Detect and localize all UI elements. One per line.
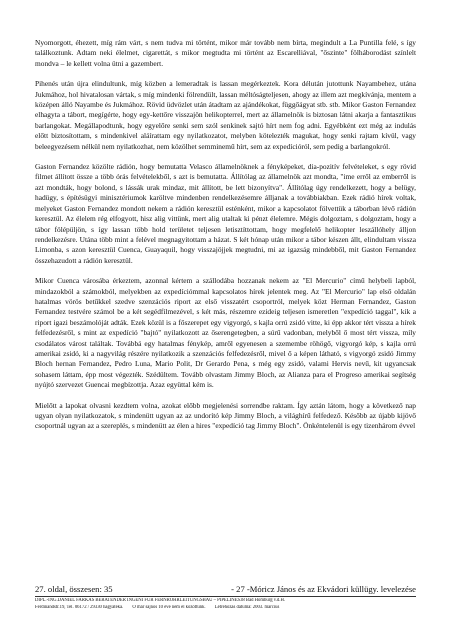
footer-main-line <box>35 584 416 597</box>
paragraph-3: Gaston Fernandez közölte rádión, hogy bemutatta Velasco államelnöknek a fényképeket, dia-pozitív felvételeket, s egy rövid filmet állított össze a több órás felvételekből, s azt is bemutatta. Állítólag az államelnök azt mondta, "ime erről az emberről is azt mondták, hogy bolond, s lássák urak mindaz, mit állított, be lett bizonyítva". Állítólag úgy rendelkezett, hogy a belügy, hadügy, s építésügyi minisztériumok karöltve mindenben rendelkezésemre álljanak a továbbiakban. Ezek rádió hírek voltak, melyeket Gaston Fernandez mondott nekem a rádión keresztül esténként, mikor a kapcsolatot fölvettük a táborban lévő rádión keresztül. Az élelem rég elfogyott, hisz alig vittünk, mert alig utaltak ki pénzt élelemre. Mégis dolgoztam, s dolgoztam, hogy a tábor fölépüljön, s így lassan több hold területet teljesen letisztíttottam, hogy megfelelő helikopter leszállóhely álljon rendelkezésre. Utána több mint a felével megnagyítottam a házat. S két hónap után mikor a tábor készen állt, elindultam vissza Limonba, s azon keresztül Cuenca, Guayaquil, hogy visszajöjjek megtudni, mi az igazság mindebből, mit Gaston Fernandez összehazudott a rádión keresztül. <box>35 162 416 265</box>
footer-creation-date-text: Létrehozás dátuma: 2003. március <box>214 605 280 611</box>
footer-address-text: Ferdinandstr.19, Tel. 06172 / 29330 hagyatéka. <box>35 605 124 611</box>
footer-details-line <box>35 605 416 611</box>
paragraph-5: Mielőtt a lapokat olvasni kezdtem volna, azokat előbb megjelenési sorrendbe raktam. Így aztán látom, hogy a következő nap ugyan olyan nyilatkozatok, s mindenütt ugyan az az undorító kép Jimmy Bloch, a világhírű felfedező. Később az újabb kijövő csoportnál ugyan az a szereplés, s mindenütt az élen a hires "expedíció tag Jimmy Bloch". Önkéntelenül is egy tizenhárom évvel <box>35 400 416 431</box>
document-body <box>35 38 416 442</box>
paragraph-2: Pihenés után újra elindultunk, míg közben a lemeradtak is lassan megérkeztek. Kora délután jutottunk Nayambehez, utána Jukmához, hol hivatalosan vártak, s míg mindenki fölrendült, lassan méltóságteljesen, ahogy az illem azt megkívánja, mentem a középen álló Nayambe és Jukmához. Rövid üdvözlet után átadtam az ajándékokat, függőágyat stb. stb. Mikor Gaston Fernandez elhagyta a tábort, megígérte, hogy egy-kettőre visszajön helikopterrel, mert az államelnök is biztosan látni akarja a fantasztikus barlangokat. Megállapodtunk, hogy egyelőre senki sem szól senkinek sajtó hírt nem fog adni. Egyébként ezt még az indulás előtt biztosítottam, s mindenkivel aláírattam egy nyilatkozatot, melyben kötelezték magukat, hogy senki rajtam kívül, vagy beleegyezésem nélkül nem nyilatkozhat, nem közölhet semminemű hírt, sem az expedícióról, sem pedig a barlangokról. <box>35 79 416 151</box>
paragraph-4: Mikor Cuenca városába érkeztem, azonnal kértem a szállodába hozzanak nekem az "El Mercurio" című helybeli lapból, mindazokból a számokból, melyekben az expedíciómmal kapcsolatos hírek jelentek meg. Az "El Mercurio" lap első oldalán hatalmas vörös betűkkel szedve szenzációs riport az első visszatért csoportról, melyek közt Herman Fernandez, Gaston Fernandez testvére számol be a két segédfilmezével, s két más, részemre ezideig teljesen ismeretlen "expedíció taggal", kik a riport igazi beszámolóját adták. Ezek közül is a főszerepet egy vigyorgó, s kajla orrú zsidó vitte, ki épp akkor tért vissza a hírek felfedezésről, s mint az expedíció "bajtó" nyilatkozott az őserengetegben, a súrű vadonban, melyből ő most tért vissza, míly csodálatos várost találtak. Továbbá egy hatalmas fénykép, amről egyenesen a szemembe röhögő, vigyorgó kép, s kajla orrú amerikai zsidó, ki a nagyvilág részére nyilatkozik a szenzációs felfedezésről, mivel ő a képen látható, s vigyorgó zsidó Jimmy Bloch hernan Fernandez, Pedro Luna, Mario Polit, Dr Gerardo Pena, s még egy zsidó, valami Hervis nevű, kit ugyancsak sohasem láttam, épp most végezték. Szédültem. Tovább olvastam Jimmy Bloch, az Alianza para el Progreso amerikai segítség nyújtó szervezet Guencai megbízottja. Azaz együttal kém is. <box>35 276 416 390</box>
footer-address-line: DIPL.-ING.DANIEL FARKAS BERATENDER INGENI FÜR FERNROHRLEITUNGSBAU – PIPELINES38 Bad Homburg v.d.H. <box>35 598 285 603</box>
paragraph-1: Nyomorgott, éhezett, míg rám várt, s nem tudva mi történt, mikor már tovább nem bírta, megindult a La Puntilla felé, s így találkoztunk. Adtam neki élelmet, cigarettát, s mikor megtudta mi történt az Escarelliával, "őszinte" fölháborodást színlelt mondva – le kellett volna ütni a gazembert. <box>35 38 416 68</box>
page-number-text: 27. oldal, összesen: 35 <box>35 584 113 594</box>
document-title-text: - 27 -Móricz János és az Ekvádori küllügy. levelezése <box>231 584 416 594</box>
page-footer <box>35 584 416 611</box>
footer-memorial-text: Ö már sajnos 10 éve nem él közöttünk. <box>132 605 206 611</box>
